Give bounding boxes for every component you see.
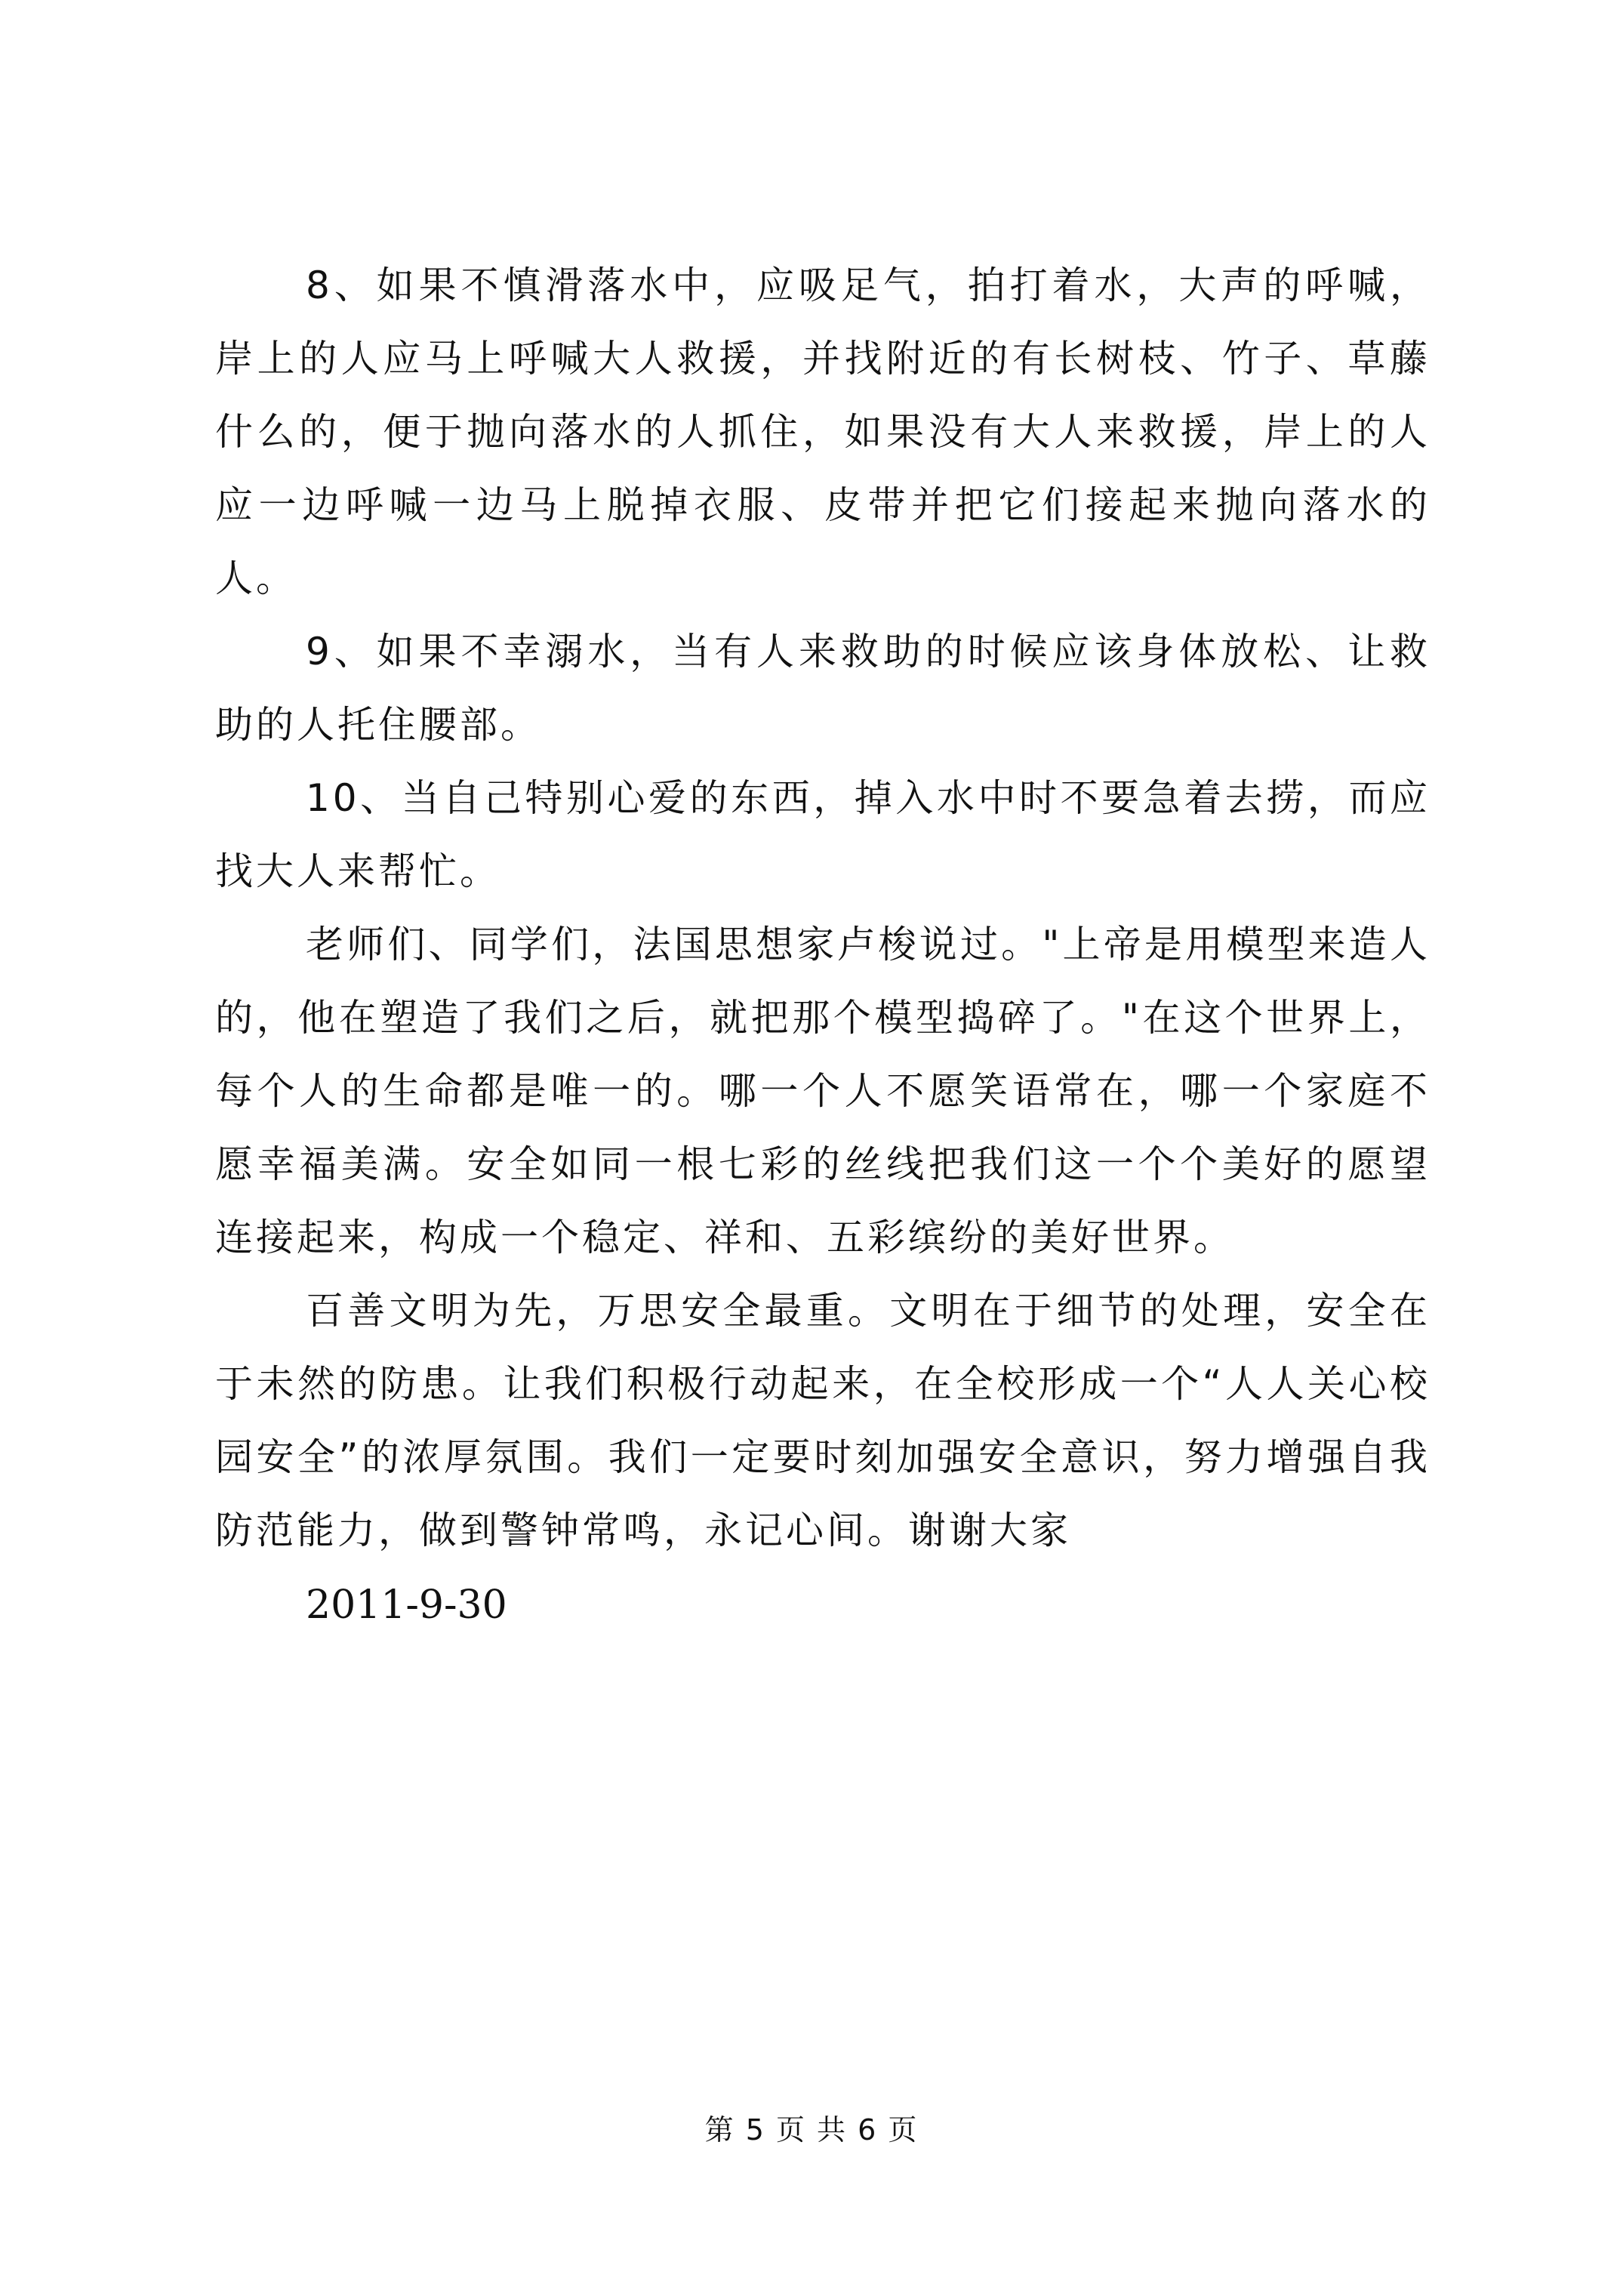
document-body <box>215 249 1431 1643</box>
page-footer: 第 5 页 共 6 页 <box>704 2113 919 2147</box>
paragraph-item-9: 9、如果不幸溺水，当有人来救助的时候应该身体放松、让救助的人托住腰部。 <box>215 630 1431 747</box>
paragraph-closing: 百善文明为先，万思安全最重。文明在于细节的处理，安全在于未然的防患。让我们积极行动起来，在全校形成一个“人人关心校园安全”的浓厚氛围。我们一定要时刻加强安全意识，努力增强自我防范能力，做到警钟常鸣，永记心间。谢谢大家 <box>215 1289 1431 1552</box>
paragraph-item-8: 8、如果不慎滑落水中，应吸足气，拍打着水，大声的呼喊，岸上的人应马上呼喊大人救援，并找附近的有长树枝、竹子、草藤什么的，便于抛向落水的人抓住，如果没有大人来救援，岸上的人应一边呼喊一边马上脱掉衣服、皮带并把它们接起来抛向落水的人。 <box>215 264 1431 600</box>
paragraph-item-10: 10、当自己特别心爱的东西，掉入水中时不要急着去捞，而应找大人来帮忙。 <box>215 776 1431 893</box>
document-date: 2011-9-30 <box>306 1583 507 1628</box>
paragraph-rousseau-quote: 老师们、同学们，法国思想家卢梭说过。"上帝是用模型来造人的，他在塑造了我们之后，就把那个模型捣碎了。"在这个世界上，每个人的生命都是唯一的。哪一个人不愿笑语常在，哪一个家庭不愿幸福美满。安全如同一根七彩的丝线把我们这一个个美好的愿望连接起来，构成一个稳定、祥和、五彩缤纷的美好世界。 <box>215 923 1431 1259</box>
